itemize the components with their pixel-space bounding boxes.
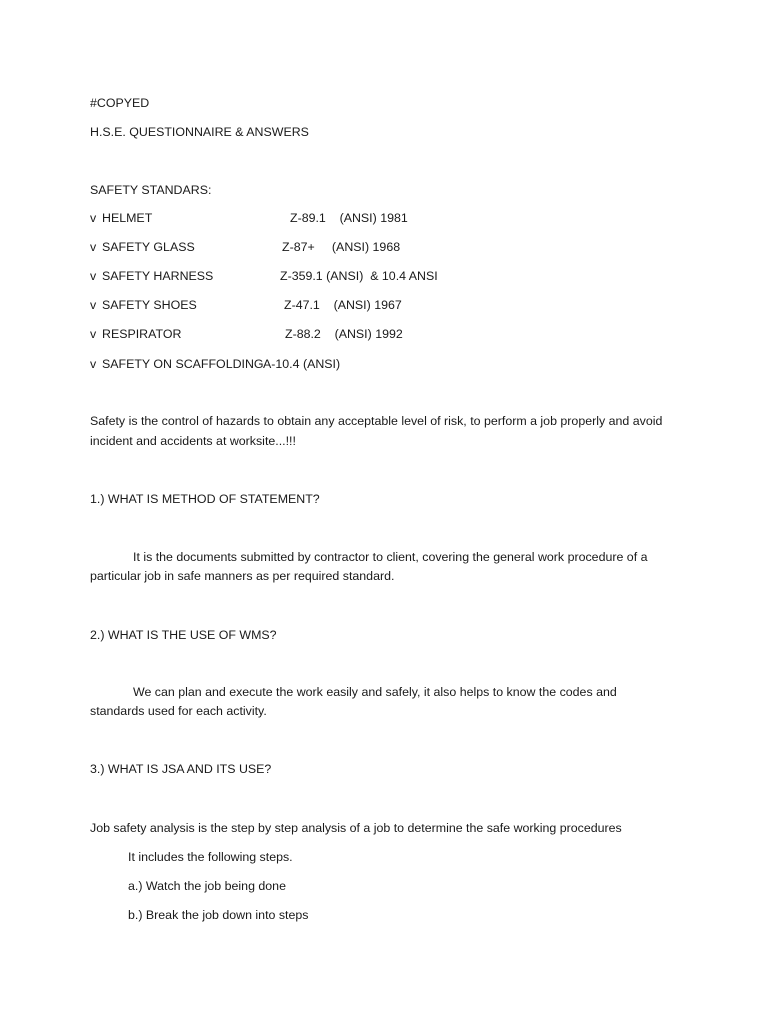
doc-title: H.S.E. QUESTIONNAIRE & ANSWERS <box>90 125 309 139</box>
standard-code: A-10.4 (ANSI) <box>263 357 341 371</box>
standard-code: Z-88.2 (ANSI) 1992 <box>285 327 403 341</box>
question-3: 3.) WHAT IS JSA AND ITS USE? <box>90 762 272 776</box>
standard-code: Z-89.1 (ANSI) 1981 <box>290 211 408 225</box>
bullet-marker: v <box>90 298 97 312</box>
answer-3-step-b: b.) Break the job down into steps <box>128 908 309 922</box>
safety-definition: Safety is the control of hazards to obtain any acceptable level of risk, to perform a job properly and avoid incident and accidents at worksite...!!! <box>90 414 663 448</box>
bullet-marker: v <box>90 357 97 371</box>
standard-item <box>90 268 690 284</box>
standard-name: SAFETY ON SCAFFOLDING <box>102 357 264 371</box>
doc-tag: #COPYED <box>90 96 150 110</box>
answer-1-line-2: particular job in safe manners as per required standard. <box>90 569 395 583</box>
answer-3-line-1: Job safety analysis is the step by step analysis of a job to determine the safe working procedures <box>90 821 622 835</box>
standard-name: SAFETY GLASS <box>102 240 195 254</box>
standard-name: SAFETY HARNESS <box>102 269 214 283</box>
standard-item <box>90 297 690 313</box>
bullet-marker: v <box>90 211 97 225</box>
standard-item <box>90 326 690 342</box>
standard-name: RESPIRATOR <box>102 327 182 341</box>
standard-item <box>90 356 690 372</box>
bullet-marker: v <box>90 269 97 283</box>
standard-code: Z-359.1 (ANSI) & 10.4 ANSI <box>280 269 438 283</box>
answer-2-line-2: standards used for each activity. <box>90 704 267 718</box>
answer-2-line-1: We can plan and execute the work easily and safely, it also helps to know the codes and <box>133 685 617 699</box>
bullet-marker: v <box>90 327 97 341</box>
answer-3-line-2: It includes the following steps. <box>128 850 293 864</box>
standard-name: SAFETY SHOES <box>102 298 197 312</box>
standard-code: Z-47.1 (ANSI) 1967 <box>284 298 402 312</box>
question-2: 2.) WHAT IS THE USE OF WMS? <box>90 628 277 642</box>
standard-code: Z-87+ (ANSI) 1968 <box>282 240 401 254</box>
standard-item <box>90 239 690 255</box>
bullet-marker: v <box>90 240 97 254</box>
standard-name: HELMET <box>102 211 153 225</box>
standards-heading: SAFETY STANDARS: <box>90 183 212 197</box>
answer-3-step-a: a.) Watch the job being done <box>128 879 286 893</box>
answer-1-line-1: It is the documents submitted by contractor to client, covering the general work procedure of a <box>133 550 648 564</box>
question-1: 1.) WHAT IS METHOD OF STATEMENT? <box>90 492 320 506</box>
standard-item <box>90 210 690 226</box>
